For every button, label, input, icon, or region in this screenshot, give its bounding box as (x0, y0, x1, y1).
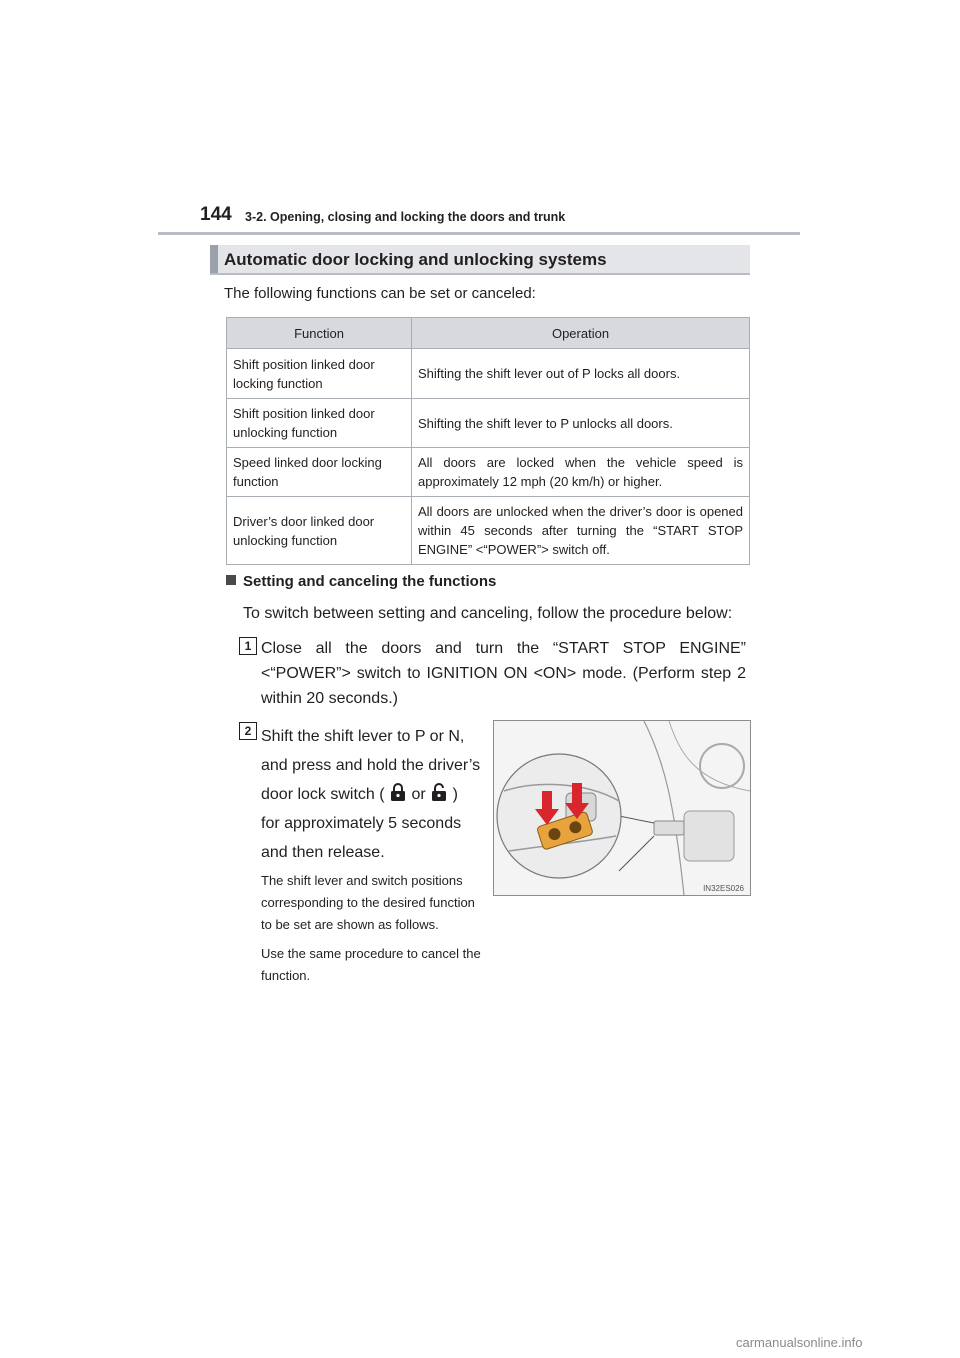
table-cell-function: Shift position linked door locking function (227, 349, 412, 399)
table-cell-operation: Shifting the shift lever out of P locks all doors. (412, 349, 750, 399)
table-header-operation: Operation (412, 318, 750, 349)
table-cell-operation: All doors are unlocked when the driver’s door is opened within 45 seconds after turning the “START STOP ENGINE” <“POWER”> switch off. (412, 497, 750, 565)
section-heading (210, 245, 750, 275)
table-cell-operation: Shifting the shift lever to P unlocks all doors. (412, 399, 750, 448)
lock-icon (389, 782, 407, 802)
illustration-code: IN32ES026 (703, 884, 744, 893)
step-2-text-c: ) for approximately 5 seconds and then release. (261, 786, 462, 861)
table-cell-function: Shift position linked door unlocking function (227, 399, 412, 448)
functions-table (226, 317, 750, 565)
footer-watermark: carmanualsonline.info (736, 1335, 863, 1350)
chapter-title: 3-2. Opening, closing and locking the doors and trunk (245, 210, 566, 224)
table-header-function: Function (227, 318, 412, 349)
table-row (227, 399, 750, 448)
section-heading-bar (210, 245, 218, 273)
table-row (227, 497, 750, 565)
step-number-2: 2 (239, 722, 257, 740)
step-number-1: 1 (239, 637, 257, 655)
step-2-text-a: Shift the shift lever to P or N, and press and hold the driver’s door lock switch ( (261, 728, 481, 803)
intro-text: The following functions can be set or canceled: (224, 285, 536, 302)
table-row (227, 349, 750, 399)
table-cell-function: Driver’s door linked door unlocking function (227, 497, 412, 565)
step-2-text (261, 722, 481, 867)
door-lock-switch-illustration (493, 720, 751, 896)
note-text: Use the same procedure to cancel the function. (261, 946, 481, 983)
subsection-title (226, 573, 496, 590)
square-bullet-icon (226, 575, 236, 585)
step-1-text: Close all the doors and turn the “START STOP ENGINE” <“POWER”> switch to IGNITION ON <ON> mode. (Perform step 2 within 20 seconds.) (261, 640, 746, 707)
procedure-intro: To switch between setting and canceling, follow the procedure below: (243, 605, 733, 622)
section-heading-text: Automatic door locking and unlocking systems (224, 250, 607, 269)
table-cell-function: Speed linked door locking function (227, 448, 412, 497)
table-header-row (227, 318, 750, 349)
header-rule (158, 232, 800, 235)
table-cell-operation: All doors are locked when the vehicle speed is approximately 12 mph (20 km/h) or higher. (412, 448, 750, 497)
table-row (227, 448, 750, 497)
page-number: 144 (200, 204, 232, 225)
note-text: The shift lever and switch positions corresponding to the desired function to be set are shown as follows. (261, 873, 475, 932)
unlock-icon (430, 782, 448, 802)
step-2-text-b: or (411, 786, 426, 803)
illustration-drawing (494, 721, 750, 895)
subsection-title-text: Setting and canceling the functions (243, 573, 497, 590)
